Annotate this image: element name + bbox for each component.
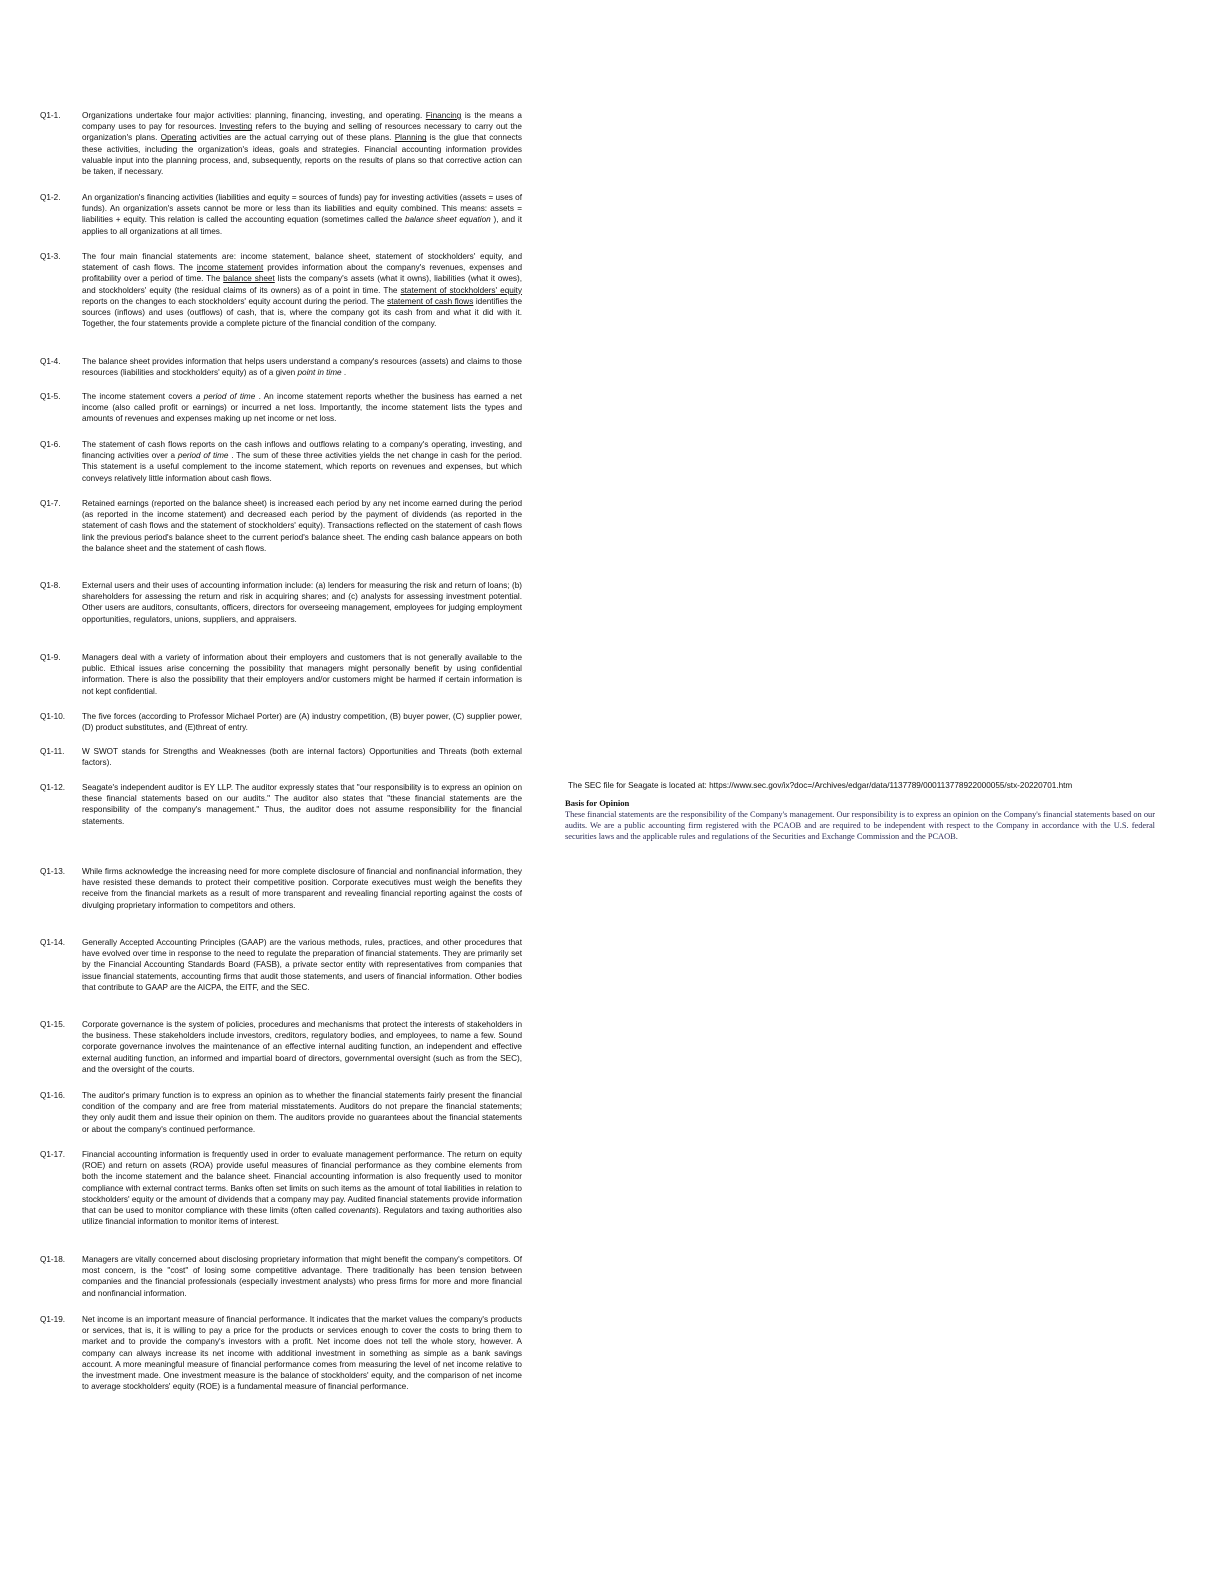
text-run: W SWOT stands for Strengths and Weaknesses (both are internal factors) Opportunities and Threats (both external factors). [82, 747, 522, 768]
underlined-term: Operating [160, 133, 197, 143]
question-answer-text [82, 711, 522, 733]
question-answer-text [82, 580, 522, 625]
question-answer-text [82, 866, 522, 911]
question-block [40, 110, 522, 177]
question-number: Q1-1. [40, 111, 61, 120]
underlined-term: income statement [196, 263, 264, 273]
text-run: While firms acknowledge the increasing need for more complete disclosure of financial and nonfinancial information, they have resisted these demands to protect their competitive position. Corporate executives must weigh the benefits they receive from the financial markets as a result of more transparent and revealing financial reporting against the costs of divulging proprietary information to competitors and others. [82, 867, 522, 910]
question-number: Q1-4. [40, 357, 61, 366]
underlined-term: statement of stockholders' equity [400, 285, 523, 295]
text-run: The five forces (according to Professor Michael Porter) are (A) industry competition, (B) buyer power, (C) supplier power, (D) product substitutes, and (E)threat of entry. [82, 712, 522, 733]
question-answer-text [82, 1254, 522, 1299]
question-block [40, 580, 522, 625]
text-run: The balance sheet provides information that helps users understand a company's resources (assets) and claims to those resources (liabilities and stockholders' equity) as of a given [82, 357, 522, 378]
underlined-term: statement of cash flows [387, 296, 474, 306]
question-answer-text [82, 782, 522, 827]
question-number: Q1-8. [40, 581, 61, 590]
question-answer-text [82, 439, 522, 484]
question-number: Q1-6. [40, 440, 61, 449]
question-number: Q1-3. [40, 252, 61, 261]
text-run: Corporate governance is the system of policies, procedures and mechanisms that protect the interests of stakeholders in the business. These stakeholders include investors, creditors, regulatory bodies, and employees, to name a few. Sound corporate governance involves the maintenance of an effective internal auditing function, an independent and effective external auditing function, an informed and impartial board of directors, governmental oversight (such as from the SEC), and the oversight of the courts. [82, 1020, 522, 1074]
question-answer-text [82, 1019, 522, 1075]
question-answer-text [82, 251, 522, 329]
text-run: activities are the actual carrying out of these plans. [196, 133, 395, 143]
question-block [40, 937, 522, 993]
italic-term: balance sheet equation [404, 215, 491, 225]
text-run: Seagate's independent auditor is EY LLP. The auditor expressly states that "our responsibility is to express an opinion on these financial statements based on our audits." The auditor also states that "these financial statements are the responsibility of the company's management." Thus, the auditor does not assume responsibility for the financial statements. [82, 783, 522, 826]
text-run: reports on the changes to each stockholders' equity account during the period. The [82, 296, 388, 306]
text-run: Managers are vitally concerned about disclosing proprietary information that might benefit the company's competitors. Of most concern, is the "cost" of losing some competitive advantage. There traditionally has been tension between companies and the financial professionals (especially investment analysts) who press firms for more and more financial and nonfinancial information. [82, 1255, 522, 1298]
sec-prefix: The SEC file for Seagate is located at: [568, 781, 707, 790]
question-answer-text [82, 498, 522, 554]
text-run: External users and their uses of accounting information include: (a) lenders for measuring the risk and return of loans; (b) shareholders for assessing the return and risk in acquiring shares; and (c) analysts for assessing investment potential. Other users are auditors, consultants, officers, directors for overseeing management, employees for judging employment opportunities, regulators, unions, suppliers, and appraisers. [82, 581, 522, 624]
text-run: refers to the buying and selling of resources necessary to carry out the organization's plans. [82, 122, 522, 143]
question-number: Q1-7. [40, 499, 61, 508]
underlined-term: Investing [219, 122, 253, 132]
underlined-term: balance sheet [223, 274, 275, 284]
text-run: An organization's financing activities (liabilities and equity = sources of funds) pay for investing activities (assets = uses of funds). An organization's assets cannot be more or less than its liabilities and equity combined. This means: assets = liabilities + equity. This relation is called the accounting equation (sometimes called the [82, 193, 522, 225]
text-run: . [341, 368, 347, 378]
question-number: Q1-19. [40, 1315, 66, 1324]
question-answer-text [82, 1314, 522, 1392]
text-run: is the means a company uses to pay for resources. [82, 111, 522, 132]
question-block [40, 356, 522, 378]
question-answer-text [82, 937, 522, 993]
question-answer-text [82, 110, 522, 177]
text-run: Organizations undertake four major activities: planning, financing, investing, and operating. [82, 111, 426, 120]
question-number: Q1-13. [40, 867, 66, 876]
question-block [40, 782, 522, 827]
text-run: . An income statement reports whether the business has earned a net income (also called profit or earnings) or incurred a net loss. Importantly, the income statement lists the types and amounts of revenues and expenses making up net income or net loss. [82, 392, 523, 424]
question-block [40, 1090, 522, 1135]
question-block [40, 498, 522, 554]
question-number: Q1-16. [40, 1091, 66, 1100]
question-number: Q1-11. [40, 747, 65, 756]
text-run: Financial accounting information is frequently used in order to evaluate management performance. The return on equity (ROE) and return on assets (ROA) provide useful measures of financial performance as they combine elements from both the income statement and the balance sheet. Financial accounting information is also frequently used to monitor compliance with external contract terms. Banks often set limits on such items as the amount of total liabilities in relation to stockholders' equity or the amount of dividends that a company may pay. Audited financial statements provide information that can be used to monitor compliance with these limits (often called [82, 1150, 522, 1216]
question-answer-text [82, 652, 522, 697]
question-block [40, 1254, 522, 1299]
question-answer-text [82, 1090, 522, 1135]
basis-for-opinion-heading: Basis for Opinion [565, 798, 630, 808]
sec-url-link[interactable]: https://www.sec.gov/ix?doc=/Archives/edgar/data/1137789/000113778922000055/stx-20220701.htm [709, 781, 1073, 790]
question-answer-text [82, 356, 522, 378]
text-run: The four main financial statements are: income statement, balance sheet, statement of stockholders' equity, and statement of cash flows. The [82, 252, 522, 273]
question-number: Q1-12. [40, 783, 66, 792]
question-block [40, 391, 522, 425]
question-block [40, 439, 522, 484]
question-block [40, 711, 522, 733]
italic-term: point in time [297, 368, 342, 378]
text-run: identifies the sources (inflows) and uses (outflows) of cash, that is, where the company got its cash from and what it did with it. Together, the four statements provide a complete picture of the financial condition of the company. [82, 296, 523, 329]
question-block [40, 1314, 522, 1392]
question-block [40, 192, 522, 237]
text-run: The auditor's primary function is to express an opinion as to whether the financial statements fairly present the financial condition of the company and are free from material misstatements. Auditors do not prepare the financial statements; they only audit them and issue their opinion on them. The auditors provide no guarantees about the financial statements or about the company's continued performance. [82, 1091, 522, 1134]
text-run: lists the company's assets (what it owns), liabilities (what it owes), and stockholders' equity (the residual claims of its owners) as of a point in time. The [82, 274, 522, 295]
text-run: ), and it applies to all organizations at all times. [82, 215, 522, 236]
question-number: Q1-10. [40, 712, 66, 721]
text-run: is the glue that connects these activities, including the organization's ideas, goals and strategies. Financial accounting information provides valuable input into the planning process, and, subsequently, reports on the results of plans so that corrective action can be taken, if necessary. [82, 133, 522, 177]
question-block [40, 652, 522, 697]
basis-for-opinion-text: These financial statements are the responsibility of the Company's management. Our responsibility is to express an opinion on the Company's financial statements based on our audits. We are a public accounting firm registered with the PCAOB and are required to be independent with respect to the Company in accordance with the U.S. federal securities laws and the applicable rules and regulations of the Securities and Exchange Commission and the PCAOB. [565, 810, 1155, 842]
text-run: The statement of cash flows reports on the cash inflows and outflows relating to a company's operating, investing, and financing activities over a [82, 440, 522, 461]
question-block [40, 1149, 522, 1227]
italic-term: period of time [177, 451, 229, 461]
text-run: provides information about the company's revenues, expenses and profitability over a period of time. The [82, 263, 523, 284]
question-answer-text [82, 1149, 522, 1227]
question-block [40, 251, 522, 329]
question-answer-text [82, 391, 522, 425]
question-block [40, 746, 522, 768]
question-number: Q1-9. [40, 653, 61, 662]
underlined-term: Planning [394, 133, 427, 143]
sec-reference-block [565, 780, 1155, 842]
question-answer-text [82, 192, 522, 237]
italic-term: a period of time [195, 392, 256, 401]
question-number: Q1-14. [40, 938, 66, 947]
question-number: Q1-17. [40, 1150, 66, 1159]
underlined-term: Financing [425, 111, 462, 120]
text-run: Retained earnings (reported on the balance sheet) is increased each period by any net income earned during the period (as reported in the income statement) and decreased each period by the payment of dividends (as reported in the statement of cash flows and the statement of stockholders' equity). Transactions reflected on the statement of cash flows link the previous period's balance sheet to the current period's balance sheet. The ending cash balance appears on both the balance sheet and the statement of cash flows. [82, 499, 522, 553]
question-block [40, 866, 522, 911]
text-run: . The sum of these three activities yields the net change in cash for the period. This statement is a useful complement to the income statement, which reports on revenues and expenses, but which conveys relatively little information about cash flows. [82, 451, 522, 483]
question-number: Q1-18. [40, 1255, 66, 1264]
text-run: Managers deal with a variety of information about their employers and customers that is not generally available to the public. Ethical issues arise concerning the possibility that managers might personally benefit by using confidential information. There is also the possibility that their employers and/or customers might be harmed if certain information is not kept confidential. [82, 653, 522, 696]
sec-file-location [568, 780, 1155, 791]
text-run: The income statement covers [82, 392, 196, 401]
text-run: Net income is an important measure of financial performance. It indicates that the market values the company's products or services, that is, it is willing to pay a price for the products or services enough to cover the costs to bring them to market and to provide the company's investors with a profit. Net income does not tell the whole story, however. A company can always increase its net income with additional investment in something as simple as a bank savings account. A more meaningful measure of financial performance comes from measuring the level of net income relative to the investment made. One investment measure is the balance of stockholders' equity, and the comparison of net income to average stockholders' equity (ROE) is a fundamental measure of financial performance. [82, 1315, 522, 1392]
italic-term: covenants [338, 1206, 376, 1216]
text-run: Generally Accepted Accounting Principles (GAAP) are the various methods, rules, practices, and other procedures that have evolved over time in response to the need to regulate the preparation of financial statements. They are primarily set by the Financial Accounting Standards Board (FASB), a private sector entity with representatives from companies that issue financial statements, accounting firms that audit those statements, and users of financial information. Other bodies that contribute to GAAP are the AICPA, the EITF, and the SEC. [82, 938, 522, 992]
text-run: ). Regulators and taxing authorities also utilize financial information to monitor items of interest. [82, 1206, 522, 1227]
question-number: Q1-15. [40, 1020, 66, 1029]
question-answer-text [82, 746, 522, 768]
question-number: Q1-5. [40, 392, 61, 401]
question-number: Q1-2. [40, 193, 61, 202]
question-block [40, 1019, 522, 1075]
